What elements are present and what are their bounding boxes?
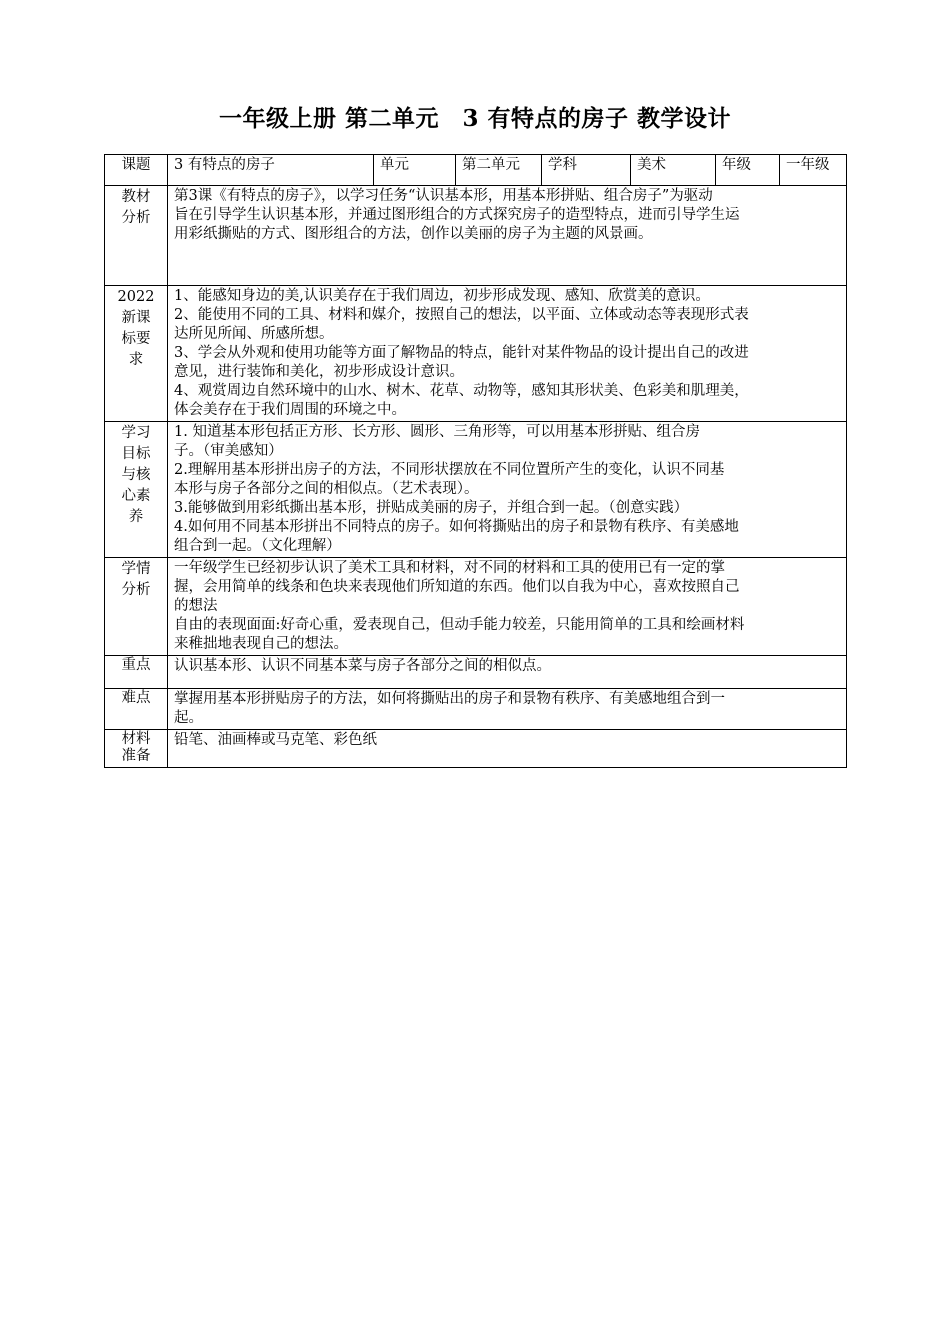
content-line: 自由的表现面面:好奇心重，爱表现自己，但动手能力较差，只能用简单的工具和绘画材料 [174, 617, 745, 633]
section-label-materials-prep [105, 730, 168, 768]
content-line: 用彩纸撕贴的方式、图形组合的方法，创作以美丽的房子为主题的风景画。 [174, 226, 653, 242]
subject-value: 美术 [631, 155, 716, 186]
section-row-curriculum-standard [105, 286, 847, 422]
page-title: 一年级上册 第二单元 3 有特点的房子 教学设计 [218, 105, 732, 132]
section-label-line: 材料 [121, 731, 151, 747]
section-row-materials-prep [105, 730, 847, 768]
section-label-line: 与核 [121, 467, 151, 483]
section-label-line: 学习 [121, 425, 151, 441]
section-label-key-points [105, 656, 168, 689]
section-label-difficult-points [105, 689, 168, 730]
section-label-line: 学情 [121, 561, 151, 577]
grade-value: 一年级 [780, 155, 847, 186]
content-line: 的想法 [174, 598, 218, 614]
content-line: 铅笔、油画棒或马克笔、彩色纸 [174, 732, 377, 748]
content-line: 认识基本形、认识不同基本菜与房子各部分之间的相似点。 [174, 658, 551, 674]
content-line: 第3课《有特点的房子》，以学习任务“认识基本形，用基本形拼贴、组合房子”为驱动 [174, 188, 713, 204]
content-line: 2.理解用基本形拼出房子的方法，不同形状摆放在不同位置所产生的变化，认识不同基 [174, 462, 725, 478]
section-label-learner-analysis [105, 558, 168, 656]
content-line: 子。（审美感知） [174, 443, 283, 459]
section-label-curriculum-standard [105, 286, 168, 422]
grade-label: 年级 [716, 155, 780, 186]
section-content-difficult-points [168, 689, 847, 730]
header-row [105, 155, 847, 186]
content-line: 起。 [174, 710, 203, 726]
section-content-curriculum-standard [168, 286, 847, 422]
subject-label: 学科 [542, 155, 631, 186]
section-label-line: 难点 [121, 690, 151, 706]
content-line: 1. 知道基本形包括正方形、长方形、圆形、三角形等，可以用基本形拼贴、组合房 [174, 424, 700, 440]
content-line: 一年级学生已经初步认识了美术工具和材料，对不同的材料和工具的使用已有一定的掌 [174, 560, 725, 576]
section-label-line: 准备 [121, 748, 151, 764]
content-line: 体会美存在于我们周围的环境之中。 [174, 402, 406, 418]
section-label-line: 心素 [121, 488, 151, 504]
section-label-line: 2022 [117, 289, 155, 305]
section-label-learning-objectives [105, 422, 168, 558]
unit-label: 单元 [374, 155, 456, 186]
content-line: 达所见所闻、所感所想。 [174, 326, 334, 342]
content-line: 来稚拙地表现自己的想法。 [174, 636, 348, 652]
unit-value: 第二单元 [456, 155, 542, 186]
section-label-line: 标要 [121, 331, 151, 347]
content-line: 旨在引导学生认识基本形，并通过图形组合的方式探究房子的造型特点，进而引导学生运 [174, 207, 740, 223]
sections-body [105, 186, 847, 768]
content-line: 意见，进行装饰和美化，初步形成设计意识。 [174, 364, 464, 380]
section-label-line: 分析 [121, 210, 151, 226]
section-label-line: 分析 [121, 582, 151, 598]
content-line: 1、能感知身边的美,认识美存在于我们周边，初步形成发现、感知、欣赏美的意识。 [174, 288, 710, 304]
content-line: 2、能使用不同的工具、材料和媒介，按照自己的想法，以平面、立体或动态等表现形式表 [174, 307, 749, 323]
section-row-key-points [105, 656, 847, 689]
topic-label: 课题 [105, 155, 168, 186]
section-label-line: 求 [128, 352, 144, 368]
content-line: 4、观赏周边自然环境中的山水、树木、花草、动物等，感知其形状美、色彩美和肌理美， [174, 383, 749, 399]
section-label-line: 重点 [121, 657, 151, 673]
section-content-materials-prep [168, 730, 847, 768]
content-line: 3、学会从外观和使用功能等方面了解物品的特点，能针对某件物品的设计提出自己的改进 [174, 345, 749, 361]
content-line: 掌握用基本形拼贴房子的方法，如何将撕贴出的房子和景物有秩序、有美感地组合到一 [174, 691, 725, 707]
topic-value: 3 有特点的房子 [168, 155, 374, 186]
section-label-line: 新课 [121, 310, 151, 326]
content-line: 4.如何用不同基本形拼出不同特点的房子。如何将撕贴出的房子和景物有秩序、有美感地 [174, 519, 739, 535]
lesson-plan-table [104, 154, 847, 768]
section-row-material-analysis [105, 186, 847, 286]
content-line: 本形与房子各部分之间的相似点。（艺术表现）。 [174, 481, 479, 497]
section-label-line: 养 [128, 509, 144, 525]
content-line: 组合到一起。（文化理解） [174, 538, 341, 554]
section-row-difficult-points [105, 689, 847, 730]
content-line: 握，会用简单的线条和色块来表现他们所知道的东西。他们以自我为中心，喜欢按照自己 [174, 579, 740, 595]
section-content-learning-objectives [168, 422, 847, 558]
section-label-line: 教材 [121, 189, 151, 205]
section-row-learner-analysis [105, 558, 847, 656]
section-row-learning-objectives [105, 422, 847, 558]
section-label-line: 目标 [121, 446, 151, 462]
section-content-learner-analysis [168, 558, 847, 656]
section-content-material-analysis [168, 186, 847, 286]
section-label-material-analysis [105, 186, 168, 286]
section-content-key-points [168, 656, 847, 689]
content-line: 3.能够做到用彩纸撕出基本形，拼贴成美丽的房子，并组合到一起。（创意实践） [174, 500, 689, 516]
